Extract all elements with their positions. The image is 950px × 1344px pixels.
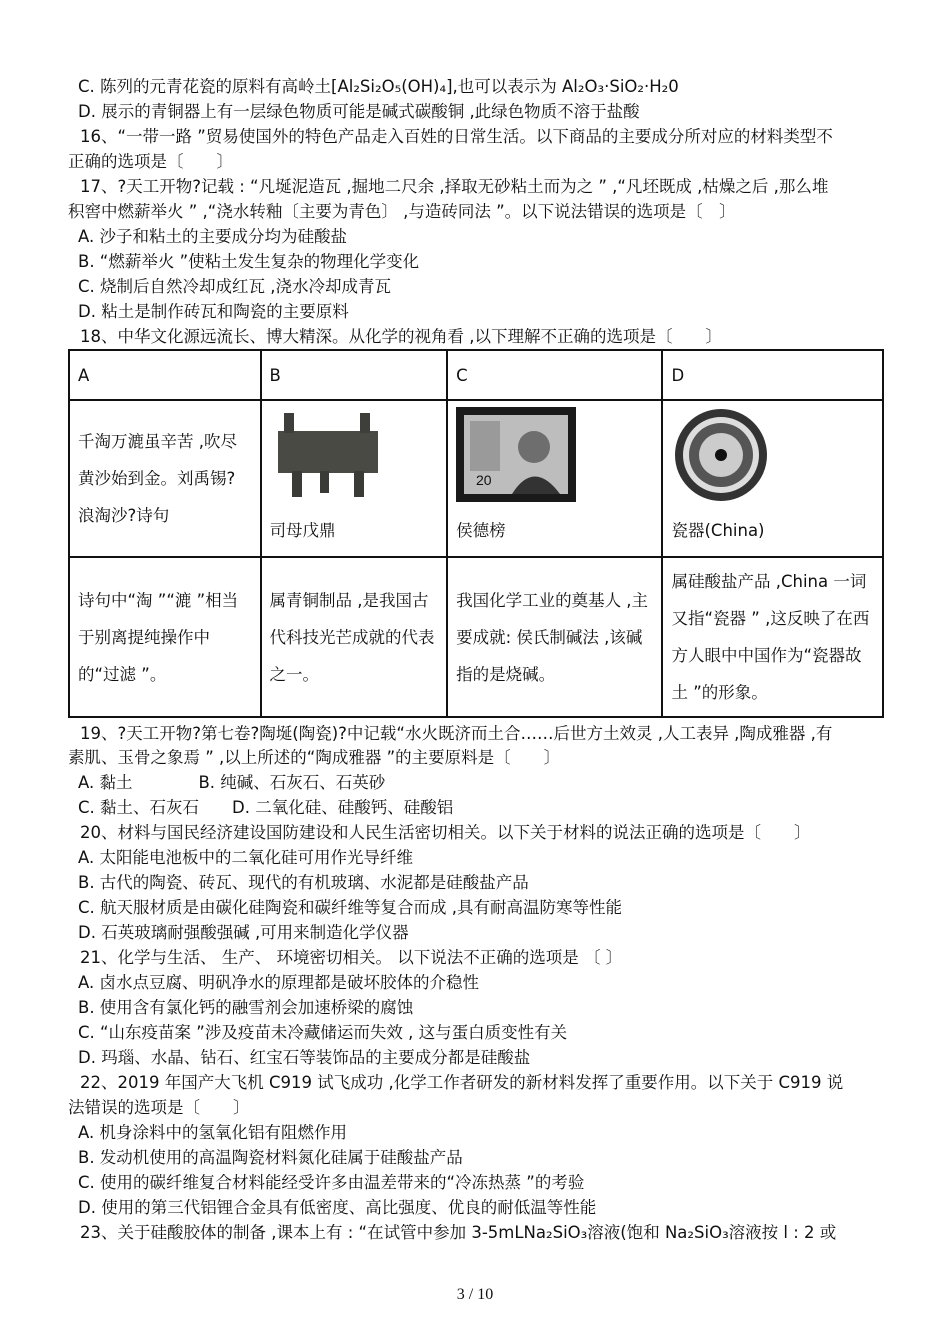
header-d: D (662, 350, 883, 400)
option-line: B. 发动机使用的高温陶瓷材料氮化硅属于硅酸盐产品 (78, 1148, 463, 1167)
question-20: 20、材料与国民经济建设国防建设和人民生活密切相关。以下关于材料的说法正确的选项是〔 〕 (80, 823, 811, 842)
question-17-cont: 积窖中燃薪举火 ” ,“浇水转釉〔主要为青色〕 ,与造砖同法 ”。以下说法错误的选项是〔 〕 (68, 202, 736, 221)
option-line: C. 使用的碳纤维复合材料能经受许多由温差带来的“冷冻热蒸 ”的考验 (78, 1173, 585, 1192)
description-c: 我国化学工业的奠基人 ,主要成就: 侯氏制碱法 ,该碱指的是烧碱。 (447, 557, 662, 717)
stamp-value: 20 (476, 472, 492, 488)
question-16-cont: 正确的选项是〔 〕 (68, 152, 233, 171)
question-18: 18、中华文化源远流长、博大精深。从化学的视角看 ,以下理解不正确的选项是〔 〕 (80, 327, 722, 346)
option-line: D. 石英玻璃耐强酸强碱 ,可用来制造化学仪器 (78, 923, 409, 942)
question-19-cont: 素肌、玉骨之象焉 ” ,以上所述的“陶成雅器 ”的主要原料是〔 〕 (68, 748, 561, 767)
option-line: D. 展示的青铜器上有一层绿色物质可能是碱式碳酸铜 ,此绿色物质不溶于盐酸 (78, 102, 640, 121)
question-17: 17、?天工开物?记载 : “凡埏泥造瓦 ,掘地二尺余 ,择取无砂粘土而为之 ” ,“凡坯既成 ,枯燥之后 ,那么堆 (80, 177, 829, 196)
question-21: 21、化学与生活、 生产、 环境密切相关。 以下说法不正确的选项是 〔 〕 (80, 948, 623, 967)
description-a: 诗句中“淘 ”“漉 ”相当于别离提纯操作中的“过滤 ”。 (69, 557, 261, 717)
option-line: C. “山东疫苗案 ”涉及疫苗未冷藏储运而失效 , 这与蛋白质变性有关 (78, 1023, 568, 1042)
option-line: C. 黏土、石灰石 D. 二氧化硅、硅酸钙、硅酸铝 (78, 798, 454, 817)
bronze-ding-image (272, 411, 382, 501)
option-line: C. 陈列的元青花瓷的原料有高岭土[Al₂Si₂O₅(OH)₄],也可以表示为 Al₂O₃·SiO₂·H₂0 (78, 77, 679, 96)
option-line: B. 古代的陶瓷、砖瓦、现代的有机玻璃、水泥都是硅酸盐产品 (78, 873, 529, 892)
porcelain-caption: 瓷器(China) (671, 521, 765, 540)
option-line: D. 粘土是制作砖瓦和陶瓷的主要原料 (78, 302, 349, 321)
page-number: 3 / 10 (456, 1286, 494, 1303)
stamp-image (456, 407, 576, 502)
option-line: B. 使用含有氯化钙的融雪剂会加速桥梁的腐蚀 (78, 998, 414, 1017)
option-line: B. “燃薪举火 ”使粘土发生复杂的物理化学变化 (78, 252, 420, 271)
description-d: 属硅酸盐产品 ,China 一词又指“瓷器 ” ,这反映了在西方人眼中中国作为“瓷器故土 ”的形象。 (662, 557, 883, 717)
question-22-cont: 法错误的选项是〔 〕 (68, 1098, 250, 1117)
option-line: D. 使用的第三代铝锂合金具有低密度、高比强度、优良的耐低温等性能 (78, 1198, 597, 1217)
option-line: A. 太阳能电池板中的二氧化硅可用作光导纤维 (78, 848, 413, 867)
option-line: C. 烧制后自然冷却成红瓦 ,浇水冷却成青瓦 (78, 277, 392, 296)
header-c: C (447, 350, 662, 400)
option-line: A. 机身涂料中的氢氧化铝有阻燃作用 (78, 1123, 347, 1142)
description-b: 属青铜制品 ,是我国古代科技光芒成就的代表之一。 (261, 557, 448, 717)
question-23: 23、关于硅酸胶体的制备 ,课本上有 : “在试管中参加 3-5mLNa₂SiO₃溶液(饱和 Na₂SiO₃溶液按 l : 2 或 (80, 1223, 837, 1242)
poem-cell: 千淘万漉虽辛苦 ,吹尽黄沙始到金。刘禹锡?浪淘沙?诗句 (69, 400, 261, 557)
question-16: 16、“一带一路 ”贸易使国外的特色产品走入百姓的日常生活。以下商品的主要成分所对应的材料类型不 (80, 127, 833, 146)
ding-caption: 司母戊鼎 (269, 521, 336, 540)
option-line: C. 航天服材质是由碳化硅陶瓷和碳纤维等复合而成 ,具有耐高温防寒等性能 (78, 898, 623, 917)
question-18-table (68, 349, 884, 718)
option-line: A. 黏土 B. 纯碱、石灰石、石英砂 (78, 773, 386, 792)
option-line: A. 沙子和粘土的主要成分均为硅酸盐 (78, 227, 347, 246)
porcelain-plate-image (673, 407, 769, 503)
option-line: D. 玛瑙、水晶、钻石、红宝石等装饰品的主要成分都是硅酸盐 (78, 1048, 531, 1067)
question-19: 19、?天工开物?第七卷?陶埏(陶瓷)?中记载“水火既济而土合……后世方土效灵 ,人工表异 ,陶成雅器 ,有 (80, 724, 833, 743)
header-a: A (69, 350, 261, 400)
hou-debang-caption: 侯德榜 (456, 521, 506, 540)
header-b: B (261, 350, 448, 400)
option-line: A. 卤水点豆腐、明矾净水的原理都是破坏胶体的介稳性 (78, 973, 479, 992)
question-22: 22、2019 年国产大飞机 C919 试飞成功 ,化学工作者研发的新材料发挥了重要作用。以下关于 C919 说 (80, 1073, 844, 1092)
